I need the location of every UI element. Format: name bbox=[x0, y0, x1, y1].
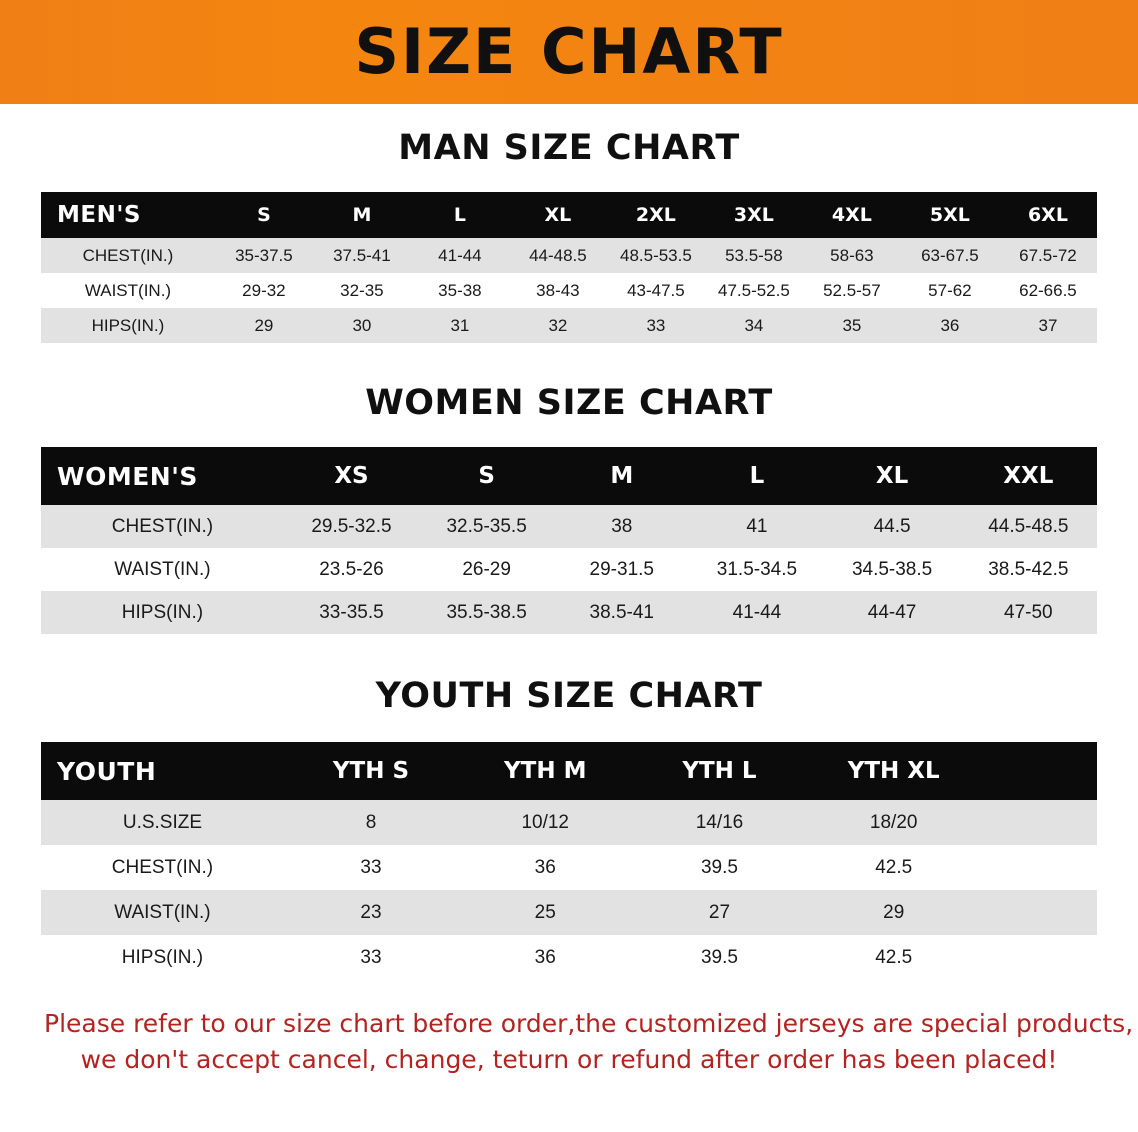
man-row2-cell0: 29 bbox=[215, 308, 313, 343]
youth-header-spacer bbox=[981, 742, 1097, 800]
youth-section-heading: YOUTH SIZE CHART bbox=[375, 676, 763, 716]
youth-row1-label: CHEST(IN.) bbox=[41, 845, 284, 890]
man-row0-cell6: 58-63 bbox=[803, 238, 901, 273]
women-size-table-wrap bbox=[41, 447, 1097, 634]
man-row1-cell2: 35-38 bbox=[411, 273, 509, 308]
table-header-row bbox=[41, 742, 1097, 800]
man-row2-cell5: 34 bbox=[705, 308, 803, 343]
youth-row3-spacer bbox=[981, 935, 1097, 980]
man-header-cell-8: 5XL bbox=[901, 192, 999, 238]
man-header-cell-0: MEN'S bbox=[41, 192, 215, 238]
women-header-cell-4: L bbox=[689, 447, 824, 505]
man-header-cell-2: M bbox=[313, 192, 411, 238]
youth-row2-cell0: 23 bbox=[284, 890, 458, 935]
table-row bbox=[41, 935, 1097, 980]
man-row0-cell2: 41-44 bbox=[411, 238, 509, 273]
man-row1-cell3: 38-43 bbox=[509, 273, 607, 308]
table-row bbox=[41, 308, 1097, 343]
youth-row1-spacer bbox=[981, 845, 1097, 890]
youth-row2-cell3: 29 bbox=[807, 890, 981, 935]
table-row bbox=[41, 238, 1097, 273]
youth-row0-cell0: 8 bbox=[284, 800, 458, 845]
table-row bbox=[41, 845, 1097, 890]
women-row2-cell1: 35.5-38.5 bbox=[419, 591, 554, 634]
man-row0-cell3: 44-48.5 bbox=[509, 238, 607, 273]
youth-row0-spacer bbox=[981, 800, 1097, 845]
women-section-heading: WOMEN SIZE CHART bbox=[365, 383, 773, 423]
women-row1-cell1: 26-29 bbox=[419, 548, 554, 591]
man-row0-cell4: 48.5-53.5 bbox=[607, 238, 705, 273]
women-header-cell-2: S bbox=[419, 447, 554, 505]
youth-row1-cell1: 36 bbox=[458, 845, 632, 890]
women-row1-cell3: 31.5-34.5 bbox=[689, 548, 824, 591]
youth-size-table bbox=[41, 742, 1097, 980]
youth-header-cell-1: YTH S bbox=[284, 742, 458, 800]
man-row1-cell0: 29-32 bbox=[215, 273, 313, 308]
man-row2-cell3: 32 bbox=[509, 308, 607, 343]
man-row2-cell8: 37 bbox=[999, 308, 1097, 343]
table-row bbox=[41, 800, 1097, 845]
women-header-cell-1: XS bbox=[284, 447, 419, 505]
man-row1-cell5: 47.5-52.5 bbox=[705, 273, 803, 308]
women-row0-cell3: 41 bbox=[689, 505, 824, 548]
man-header-cell-7: 4XL bbox=[803, 192, 901, 238]
youth-row0-cell3: 18/20 bbox=[807, 800, 981, 845]
youth-row0-cell2: 14/16 bbox=[632, 800, 806, 845]
youth-row0-cell1: 10/12 bbox=[458, 800, 632, 845]
table-row bbox=[41, 505, 1097, 548]
youth-header-cell-2: YTH M bbox=[458, 742, 632, 800]
women-row2-cell5: 47-50 bbox=[960, 591, 1097, 634]
table-header-row bbox=[41, 192, 1097, 238]
women-header-cell-5: XL bbox=[825, 447, 960, 505]
women-row1-cell5: 38.5-42.5 bbox=[960, 548, 1097, 591]
women-size-table bbox=[41, 447, 1097, 634]
man-row1-cell4: 43-47.5 bbox=[607, 273, 705, 308]
man-header-cell-9: 6XL bbox=[999, 192, 1097, 238]
women-row2-cell2: 38.5-41 bbox=[554, 591, 689, 634]
women-row0-cell4: 44.5 bbox=[825, 505, 960, 548]
man-row0-cell7: 63-67.5 bbox=[901, 238, 999, 273]
man-row2-cell7: 36 bbox=[901, 308, 999, 343]
youth-row3-cell3: 42.5 bbox=[807, 935, 981, 980]
youth-row1-cell3: 42.5 bbox=[807, 845, 981, 890]
women-row1-cell0: 23.5-26 bbox=[284, 548, 419, 591]
women-row0-label: CHEST(IN.) bbox=[41, 505, 284, 548]
man-header-cell-4: XL bbox=[509, 192, 607, 238]
youth-header-cell-0: YOUTH bbox=[41, 742, 284, 800]
women-row0-cell5: 44.5-48.5 bbox=[960, 505, 1097, 548]
women-header-cell-0: WOMEN'S bbox=[41, 447, 284, 505]
youth-row3-cell1: 36 bbox=[458, 935, 632, 980]
man-header-cell-5: 2XL bbox=[607, 192, 705, 238]
women-header-cell-6: XXL bbox=[960, 447, 1097, 505]
man-row1-cell6: 52.5-57 bbox=[803, 273, 901, 308]
man-row0-cell1: 37.5-41 bbox=[313, 238, 411, 273]
women-row0-cell1: 32.5-35.5 bbox=[419, 505, 554, 548]
women-row2-cell4: 44-47 bbox=[825, 591, 960, 634]
table-row bbox=[41, 273, 1097, 308]
man-row2-cell1: 30 bbox=[313, 308, 411, 343]
women-row1-cell2: 29-31.5 bbox=[554, 548, 689, 591]
man-row0-cell0: 35-37.5 bbox=[215, 238, 313, 273]
man-row1-cell8: 62-66.5 bbox=[999, 273, 1097, 308]
youth-header-cell-3: YTH L bbox=[632, 742, 806, 800]
youth-row0-label: U.S.SIZE bbox=[41, 800, 284, 845]
youth-row2-spacer bbox=[981, 890, 1097, 935]
youth-header-cell-4: YTH XL bbox=[807, 742, 981, 800]
women-row2-label: HIPS(IN.) bbox=[41, 591, 284, 634]
disclaimer-note bbox=[44, 1006, 1134, 1077]
man-size-table bbox=[41, 192, 1097, 343]
youth-row2-cell2: 27 bbox=[632, 890, 806, 935]
man-row2-label: HIPS(IN.) bbox=[41, 308, 215, 343]
man-row1-cell1: 32-35 bbox=[313, 273, 411, 308]
youth-row1-cell2: 39.5 bbox=[632, 845, 806, 890]
table-row bbox=[41, 890, 1097, 935]
table-row bbox=[41, 591, 1097, 634]
man-row0-cell8: 67.5-72 bbox=[999, 238, 1097, 273]
banner bbox=[0, 0, 1138, 104]
women-row2-cell0: 33-35.5 bbox=[284, 591, 419, 634]
man-row1-label: WAIST(IN.) bbox=[41, 273, 215, 308]
man-row0-label: CHEST(IN.) bbox=[41, 238, 215, 273]
women-header-cell-3: M bbox=[554, 447, 689, 505]
youth-size-table-wrap bbox=[41, 742, 1097, 980]
women-row0-cell0: 29.5-32.5 bbox=[284, 505, 419, 548]
disclaimer-line-1: Please refer to our size chart before order,the customized jerseys are special products, bbox=[44, 1009, 1134, 1038]
banner-title: SIZE CHART bbox=[354, 15, 784, 88]
man-row2-cell2: 31 bbox=[411, 308, 509, 343]
women-row2-cell3: 41-44 bbox=[689, 591, 824, 634]
man-row2-cell4: 33 bbox=[607, 308, 705, 343]
youth-row2-label: WAIST(IN.) bbox=[41, 890, 284, 935]
man-header-cell-1: S bbox=[215, 192, 313, 238]
man-row1-cell7: 57-62 bbox=[901, 273, 999, 308]
disclaimer-line-2: we don't accept cancel, change, teturn or refund after order has been placed! bbox=[80, 1044, 1058, 1074]
man-header-cell-6: 3XL bbox=[705, 192, 803, 238]
women-row1-cell4: 34.5-38.5 bbox=[825, 548, 960, 591]
man-row2-cell6: 35 bbox=[803, 308, 901, 343]
man-header-cell-3: L bbox=[411, 192, 509, 238]
women-row0-cell2: 38 bbox=[554, 505, 689, 548]
youth-row3-label: HIPS(IN.) bbox=[41, 935, 284, 980]
youth-row3-cell0: 33 bbox=[284, 935, 458, 980]
youth-row2-cell1: 25 bbox=[458, 890, 632, 935]
table-header-row bbox=[41, 447, 1097, 505]
youth-row1-cell0: 33 bbox=[284, 845, 458, 890]
women-row1-label: WAIST(IN.) bbox=[41, 548, 284, 591]
man-row0-cell5: 53.5-58 bbox=[705, 238, 803, 273]
table-row bbox=[41, 548, 1097, 591]
man-section-heading: MAN SIZE CHART bbox=[398, 128, 740, 168]
youth-row3-cell2: 39.5 bbox=[632, 935, 806, 980]
man-size-table-wrap bbox=[41, 192, 1097, 343]
